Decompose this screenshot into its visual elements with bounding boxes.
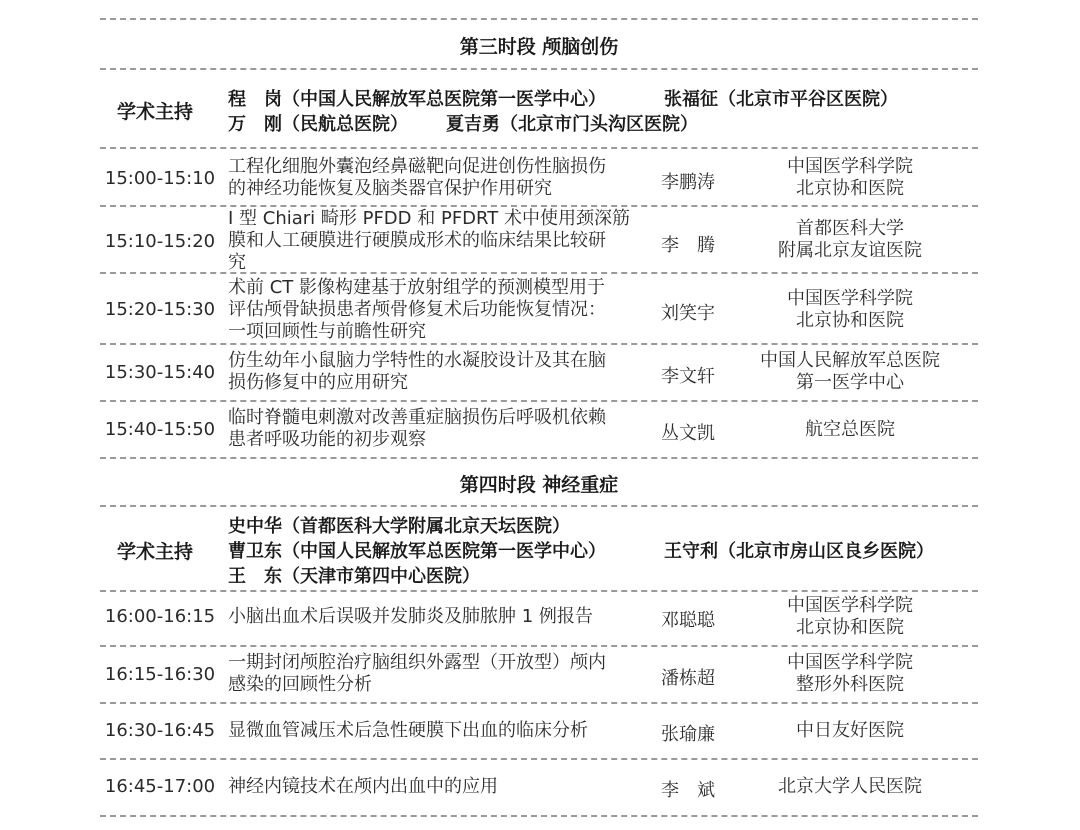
talk-topic: 小脑出血术后误吸并发肺炎及肺脓肿 1 例报告	[228, 606, 593, 627]
talk-time: 16:15-16:30	[104, 664, 216, 685]
divider	[100, 68, 978, 70]
talk-time: 15:10-15:20	[104, 231, 216, 252]
talk-institution: 中国医学科学院 北京协和医院	[787, 595, 913, 638]
talk-institution: 北京大学人民医院	[778, 776, 922, 797]
talk-topic: 工程化细胞外囊泡经鼻磁靶向促进创伤性脑损伤 的神经功能恢复及脑类器官保护作用研究	[228, 156, 606, 199]
divider	[100, 147, 978, 149]
talk-institution: 中国人民解放军总医院 第一医学中心	[760, 350, 940, 393]
talk-speaker: 潘栋超	[661, 668, 715, 689]
host-name: 万 刚（民航总医院）	[228, 114, 408, 135]
divider	[100, 645, 978, 647]
divider	[100, 457, 978, 459]
talk-institution: 首都医科大学 附属北京友谊医院	[778, 218, 922, 261]
talk-time: 15:40-15:50	[104, 419, 216, 440]
talk-topic: 显微血管减压术后急性硬膜下出血的临床分析	[228, 720, 588, 741]
host-label: 学术主持	[116, 101, 193, 123]
divider	[100, 343, 978, 345]
talk-time: 16:45-17:00	[104, 776, 216, 797]
talk-speaker: 李 腾	[661, 235, 715, 256]
session-title: 第四时段 神经重症	[459, 474, 619, 496]
talk-speaker: 张瑜廉	[661, 724, 715, 745]
host-name: 王守利（北京市房山区良乡医院）	[664, 541, 934, 562]
talk-topic: 神经内镜技术在颅内出血中的应用	[228, 776, 498, 797]
talk-topic: 术前 CT 影像构建基于放射组学的预测模型用于 评估颅骨缺损患者颅骨修复术后功能恢复情况： 一项回顾性与前瞻性研究	[228, 277, 606, 342]
talk-speaker: 丛文凯	[661, 423, 715, 444]
session-title: 第三时段 颅脑创伤	[459, 36, 619, 58]
talk-time: 15:00-15:10	[104, 168, 216, 189]
host-name: 曹卫东（中国人民解放军总医院第一医学中心）	[228, 541, 606, 562]
talk-institution: 中国医学科学院 整形外科医院	[787, 652, 913, 695]
host-label: 学术主持	[116, 541, 193, 563]
host-name: 王 东（天津市第四中心医院）	[228, 566, 480, 587]
talk-speaker: 李 斌	[661, 780, 715, 801]
talk-institution: 中国医学科学院 北京协和医院	[787, 156, 913, 199]
talk-institution: 航空总医院	[805, 419, 895, 440]
talk-speaker: 李文轩	[661, 366, 715, 387]
divider	[100, 505, 978, 507]
divider	[100, 272, 978, 274]
divider	[100, 590, 978, 592]
talk-topic: 仿生幼年小鼠脑力学特性的水凝胶设计及其在脑 损伤修复中的应用研究	[228, 350, 606, 393]
talk-topic: 临时脊髓电刺激对改善重症脑损伤后呼吸机依赖 患者呼吸功能的初步观察	[228, 407, 606, 450]
host-name: 夏吉勇（北京市门头沟区医院）	[446, 114, 698, 135]
divider	[100, 702, 978, 704]
talk-institution: 中国医学科学院 北京协和医院	[787, 288, 913, 331]
host-name: 程 岗（中国人民解放军总医院第一医学中心）	[228, 89, 606, 110]
divider	[100, 205, 978, 207]
host-name: 史中华（首都医科大学附属北京天坛医院）	[228, 516, 570, 537]
talk-speaker: 李鹏涛	[661, 172, 715, 193]
talk-time: 15:20-15:30	[104, 299, 216, 320]
talk-institution: 中日友好医院	[796, 720, 904, 741]
talk-time: 15:30-15:40	[104, 362, 216, 383]
talk-speaker: 刘笑宇	[661, 303, 715, 324]
divider	[100, 400, 978, 402]
host-name: 张福征（北京市平谷区医院）	[664, 89, 898, 110]
talk-time: 16:30-16:45	[104, 720, 216, 741]
talk-topic: 一期封闭颅腔治疗脑组织外露型（开放型）颅内 感染的回顾性分析	[228, 652, 606, 695]
talk-speaker: 邓聪聪	[661, 610, 715, 631]
divider	[100, 18, 978, 20]
talk-time: 16:00-16:15	[104, 606, 216, 627]
divider	[100, 758, 978, 760]
talk-topic: I 型 Chiari 畸形 PFDD 和 PFDRT 术中使用颈深筋 膜和人工硬膜进行硬膜成形术的临床结果比较研 究	[228, 208, 630, 273]
divider	[100, 815, 978, 817]
